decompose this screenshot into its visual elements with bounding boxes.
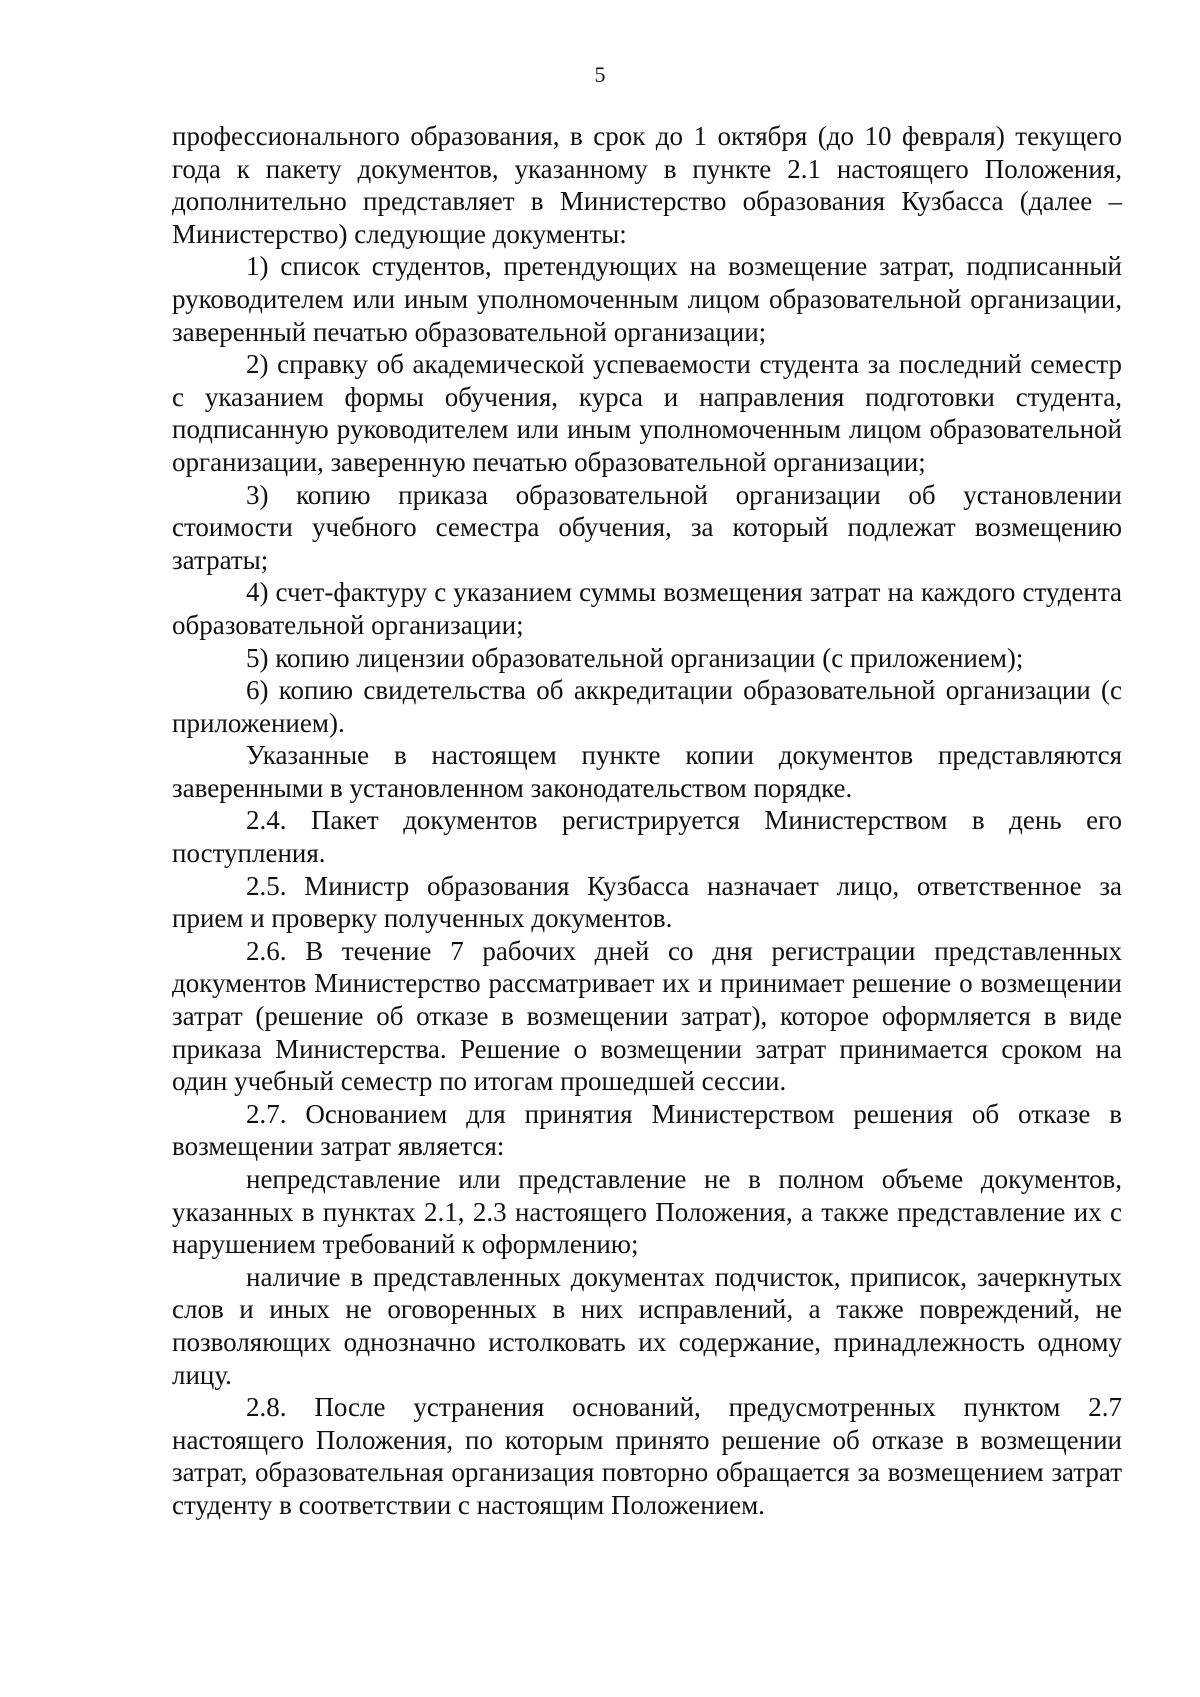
clause-2-6: 2.6. В течение 7 рабочих дней со дня регистрации представленных документов Министерство рассматривает их и принимает решение о возмещении затрат (решение об отказе в возмещении затрат), которое оформляется в виде приказа Министерства. Решение о возмещении затрат принимается сроком на один учебный семестр по итогам прошедшей сессии. (172, 935, 1122, 1097)
clause-2-7-ground-1: непредставление или представление не в полном объеме документов, указанных в пунктах 2.1, 2.3 настоящего Положения, а также представление их с нарушением требований к оформлению; (172, 1164, 1122, 1260)
list-item-6: 6) копию свидетельства об аккредитации образовательной организации (с приложением). (172, 675, 1122, 738)
list-item-4: 4) счет-фактуру с указанием суммы возмещения затрат на каждого студента образовательной организации; (172, 577, 1122, 640)
clause-2-7: 2.7. Основанием для принятия Министерством решения об отказе в возмещении затрат является: (172, 1098, 1122, 1162)
document-body (172, 120, 1122, 1522)
paragraph-continuation: профессионального образования, в срок до 1 октября (до 10 февраля) текущего года к пакету документов, указанному в пункте 2.1 настоящего Положения, дополнительно представляет в Министерство образования Кузбасса (далее – Министерство) следующие документы: (172, 121, 1122, 249)
list-item-2: 2) справку об академической успеваемости студента за последний семестр с указанием формы обучения, курса и направления подготовки студента, подписанную руководителем или иным уполномоченным лицом образовательной организации, заверенную печатью образовательной организации; (172, 349, 1122, 477)
list-item-3: 3) копию приказа образовательной организации об установлении стоимости учебного семестра обучения, за который подлежат возмещению затраты; (172, 479, 1122, 575)
list-item-1: 1) список студентов, претендующих на возмещение затрат, подписанный руководителем или иным уполномоченным лицом образовательной организации, заверенный печатью образовательной организации; (172, 251, 1122, 347)
clause-2-8: 2.8. После устранения оснований, предусмотренных пунктом 2.7 настоящего Положения, по которым принято решение об отказе в возмещении затрат, образовательная организация повторно обращается за возмещением затрат студенту в соответствии с настоящим Положением. (172, 1392, 1122, 1520)
list-item-5: 5) копию лицензии образовательной организации (с приложением); (246, 642, 1024, 673)
clause-2-7-ground-2: наличие в представленных документах подчисток, приписок, зачеркнутых слов и иных не оговоренных в них исправлений, а также повреждений, не позволяющих однозначно истолковать их содержание, принадлежность одному лицу. (172, 1261, 1122, 1390)
paragraph-copies-note: Указанные в настоящем пункте копии документов представляются заверенными в установленном законодательством порядке. (172, 740, 1122, 803)
clause-2-5: 2.5. Министр образования Кузбасса назначает лицо, ответственное за прием и проверку полученных документов. (172, 870, 1122, 934)
clause-2-4: 2.4. Пакет документов регистрируется Министерством в день его поступления. (172, 805, 1122, 869)
page-number: 5 (594, 62, 606, 87)
